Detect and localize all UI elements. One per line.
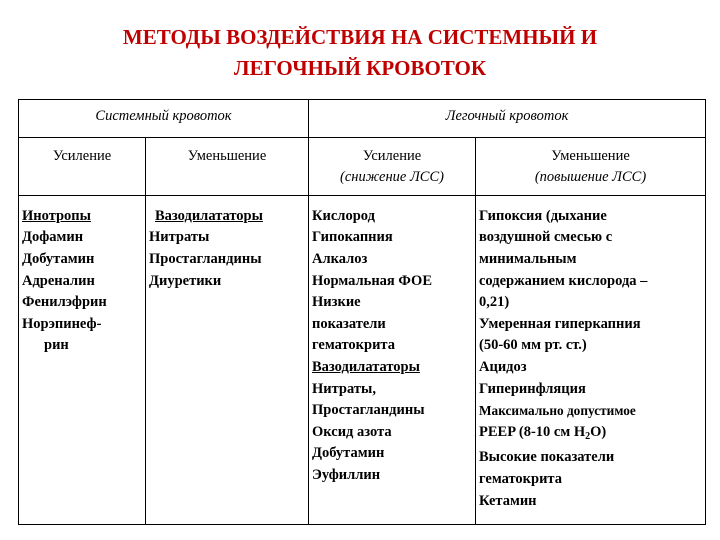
list-item: показатели xyxy=(312,315,386,332)
systemic-increase-header xyxy=(19,137,146,195)
list-item: Адреналин xyxy=(22,272,95,289)
pulmonary-decrease-text: Уменьшение xyxy=(551,147,630,164)
list-item: Нормальная ФОЕ xyxy=(312,272,432,289)
sub-header-row xyxy=(19,137,706,195)
title-line-2: ЛЕГОЧНЫЙ КРОВОТОК xyxy=(233,56,487,80)
pulmonary-decrease-note: (повышение ЛСС) xyxy=(534,169,647,186)
list-item: Максимально допустимое xyxy=(479,403,636,419)
list-item: Нитраты xyxy=(149,229,210,246)
list-item: Гипоксия (дыхание xyxy=(479,207,607,224)
list-item: гематокрита xyxy=(479,470,562,487)
list-item: Вазодилататоры xyxy=(155,207,263,224)
systemic-decrease-list xyxy=(146,195,309,524)
list-item: Инотропы xyxy=(22,207,91,224)
list-item: Гиперинфляция xyxy=(479,380,586,397)
list-item: Низкие xyxy=(312,294,361,311)
list-item: минимальным xyxy=(479,250,577,267)
list-item: Фенилэфрин xyxy=(22,294,107,311)
pulmonary-increase-list xyxy=(309,195,476,524)
list-item: (50-60 мм рт. ст.) xyxy=(479,337,587,354)
pulmonary-increase-text: Усиление xyxy=(362,147,422,164)
list-item: Норэпинеф- xyxy=(22,315,102,332)
list-item: Дофамин xyxy=(22,229,84,246)
systemic-decrease-text: Уменьшение xyxy=(187,147,267,164)
list-item: 0,21) xyxy=(479,294,510,311)
peep-text: PEEP (8-10 см H xyxy=(479,423,586,440)
blood-flow-methods-table xyxy=(18,99,706,525)
list-item: Гипокапния xyxy=(312,229,393,246)
list-item: Умеренная гиперкапния xyxy=(479,315,641,332)
pulmonary-flow-header xyxy=(309,100,706,138)
pulmonary-increase-header xyxy=(309,137,476,195)
list-item: Эуфиллин xyxy=(312,466,381,483)
list-item: Простагландины xyxy=(149,250,262,267)
list-item: рин xyxy=(44,337,69,354)
peep-text-end: O) xyxy=(590,423,607,440)
list-item: Простагландины xyxy=(312,402,425,419)
systemic-increase-list xyxy=(19,195,146,524)
group-header-row xyxy=(19,100,706,138)
pulmonary-flow-header-text: Легочный кровоток xyxy=(445,108,569,124)
systemic-flow-header-text: Системный кровоток xyxy=(95,108,232,124)
systemic-increase-text: Усиление xyxy=(52,147,112,164)
list-item: Добутамин xyxy=(312,445,385,462)
list-item: Вазодилататоры xyxy=(312,358,420,375)
list-item: Добутамин xyxy=(22,250,95,267)
list-item: Кетамин xyxy=(479,492,537,509)
list-item: Диуретики xyxy=(149,272,222,289)
list-item: Высокие показатели xyxy=(479,449,615,466)
list-item: гематокрита xyxy=(312,337,395,354)
list-item: Кислород xyxy=(312,207,375,224)
list-item: Оксид азота xyxy=(312,423,392,440)
systemic-decrease-header xyxy=(146,137,309,195)
list-item: содержанием кислорода – xyxy=(479,272,648,289)
content-row xyxy=(19,195,706,524)
list-item: Алкалоз xyxy=(312,250,368,267)
list-item: воздушной смесью с xyxy=(479,229,613,246)
list-item: Ацидоз xyxy=(479,358,527,375)
title-line-1: МЕТОДЫ ВОЗДЕЙСТВИЯ НА СИСТЕМНЫЙ И xyxy=(122,25,598,49)
pulmonary-increase-note: (снижение ЛСС) xyxy=(340,169,444,186)
pulmonary-decrease-header xyxy=(476,137,706,195)
list-item: Нитраты, xyxy=(312,380,376,397)
pulmonary-decrease-list xyxy=(476,195,706,524)
page-title xyxy=(0,22,720,84)
subscript-2: 2 xyxy=(585,430,591,442)
list-item-peep xyxy=(479,422,702,448)
systemic-flow-header xyxy=(19,100,309,138)
